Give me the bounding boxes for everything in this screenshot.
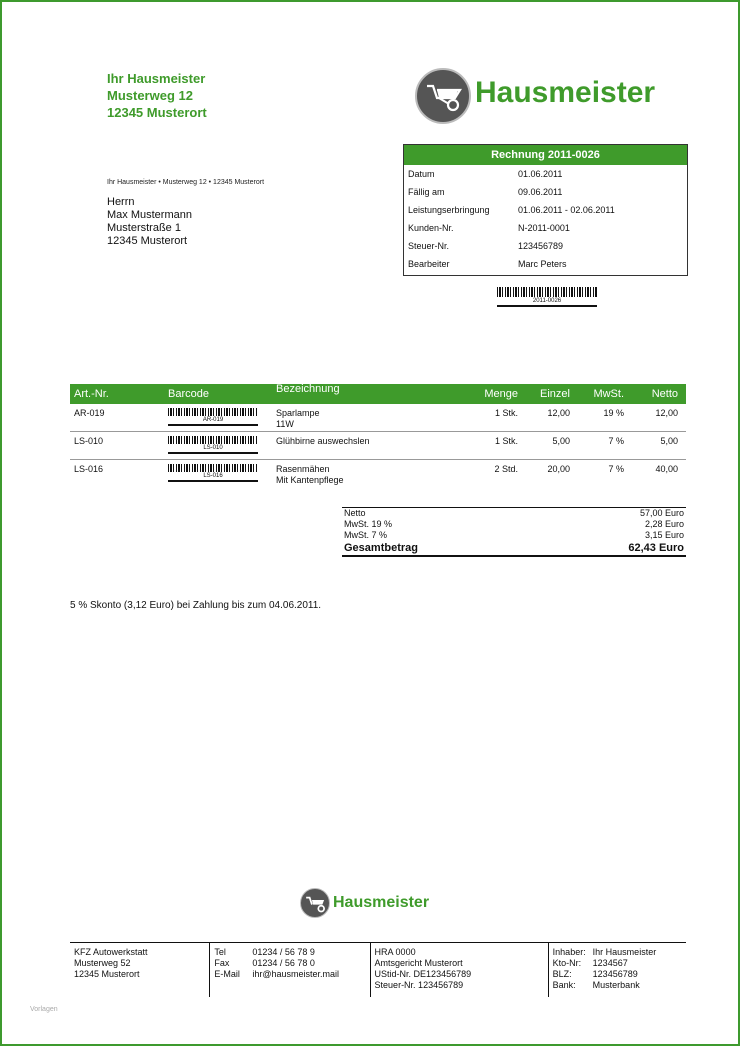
header-mwst: MwSt. [593,388,624,400]
invoice-row: Steuer-Nr. 123456789 [408,241,564,251]
header-art: Art.-Nr. [74,388,109,400]
wheelbarrow-icon [415,68,471,124]
recipient-salutation: Herrn [107,196,135,208]
footer [70,942,686,997]
skonto-note: 5 % Skonto (3,12 Euro) bei Zahlung bis zum 04.06.2011. [70,600,322,611]
header-menge: Menge [484,388,518,400]
barcode-bars [497,287,597,297]
total-gesamt: Gesamtbetrag 62,43 Euro [342,541,686,557]
item-barcode: AR-019 [168,408,258,426]
company-logo [415,68,685,126]
invoice-title: Rechnung 2011-0026 [404,145,687,165]
header-einzel: Einzel [540,388,570,400]
sender-city: 12345 Musterort [107,105,207,120]
sender-compact-line: Ihr Hausmeister • Musterweg 12 • 12345 Musterort [107,179,265,186]
wheelbarrow-icon [300,888,330,918]
recipient-name: Max Mustermann [107,209,192,221]
footer-bank: Inhaber: Ihr Hausmeister Kto-Nr: 1234567 BLZ: 123456789 Bank: Musterbank [548,943,686,997]
footer-register: HRA 0000 Amtsgericht Musterort UStid-Nr. DE123456789 Steuer-Nr. 123456789 [370,943,548,997]
invoice-row: Fällig am 09.06.2011 [408,187,563,197]
totals-block [342,507,686,557]
recipient-street: Musterstraße 1 [107,222,181,234]
logo-text: Hausmeister [475,76,656,109]
invoice-row: Leistungserbringung 01.06.2011 - 02.06.2011 [408,205,615,215]
footer-company: KFZ Autowerkstatt Musterweg 52 12345 Musterort [74,947,148,979]
footer-logo-text: Hausmeister [333,894,430,911]
table-row: LS-010 LS-010 Glühbirne auswechslen 1 Stk. 5,00 7 % 5,00 [70,432,686,460]
header-bezeichnung: Bezeichnung [276,383,340,395]
table-row: AR-019 AR-019 Sparlampe 11W 1 Stk. 12,00 19 % 12,00 [70,404,686,432]
invoice-row: Bearbeiter Marc Peters [408,259,567,269]
footer-contact: Tel 01234 / 56 78 9 Fax 01234 / 56 78 0 E-Mail ihr@hausmeister.mail [209,943,369,997]
invoice-info-box [403,144,688,276]
total-mwst19: MwSt. 19 % 2,28 Euro [344,519,684,529]
recipient-city: 12345 Musterort [107,235,188,247]
item-barcode: LS-010 [168,436,258,454]
total-mwst7: MwSt. 7 % 3,15 Euro [344,530,684,540]
header-netto: Netto [651,388,678,400]
barcode-label: 2011-0026 [497,297,597,307]
table-row: LS-016 LS-016 Rasenmähen Mit Kantenpflege 2 Std. 20,00 7 % 40,00 [74,464,678,485]
invoice-barcode [497,287,597,307]
watermark: Vorlagen [30,1006,58,1013]
item-barcode: LS-016 [168,464,258,482]
header-barcode: Barcode [168,388,209,400]
sender-street: Musterweg 12 [107,88,193,103]
invoice-row: Datum 01.06.2011 [408,169,563,179]
recipient-address [107,196,192,248]
sender-address [107,70,207,121]
invoice-row: Kunden-Nr. N-2011-0001 [408,223,570,233]
sender-name: Ihr Hausmeister [107,71,206,86]
items-table [70,384,686,488]
total-netto: Netto 57,00 Euro [344,508,684,518]
footer-logo [300,888,450,920]
table-header [70,384,686,404]
